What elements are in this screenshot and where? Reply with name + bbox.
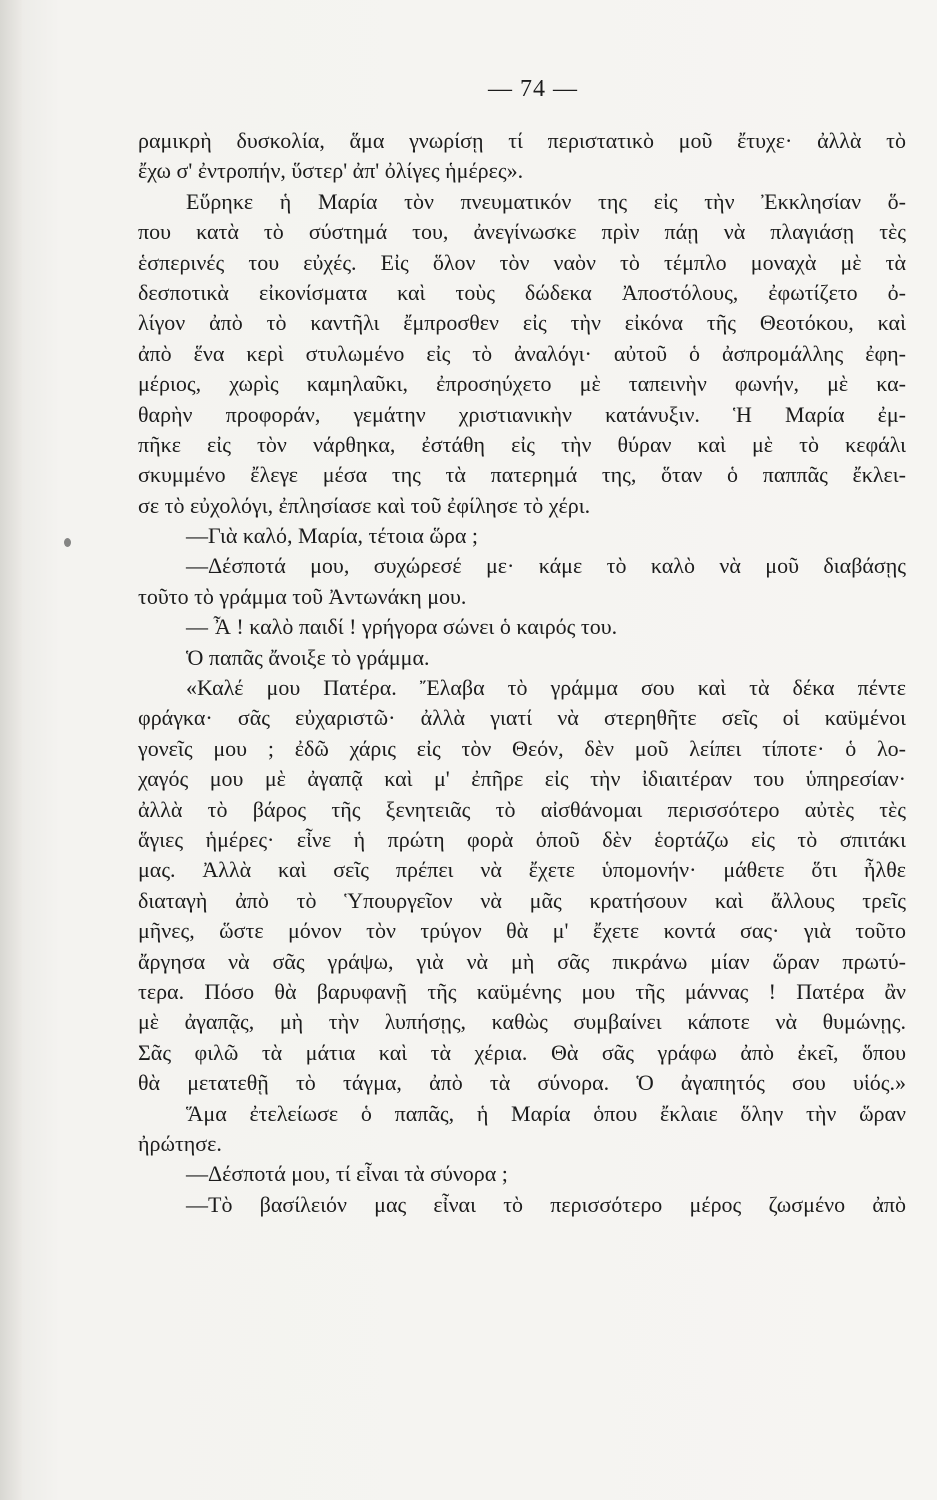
text-line: μας. Ἀλλὰ καὶ σεῖς πρέπει νὰ ἔχετε ὑπομονήν· μάθετε ὅτι ἦλθε bbox=[138, 857, 906, 883]
text-line: Εὕρηκε ἡ Μαρία τὸν πνευματικόν της εἰς τὴν Ἐκκλησίαν ὅ- bbox=[186, 188, 906, 214]
text-line: ἅγιες ἡμέρες· εἶνε ἡ πρώτη φορὰ ὁποῦ δὲν ἑορτάζω εἰς τὸ σπιτάκι bbox=[138, 826, 906, 852]
text-line: χαγός μου μὲ ἀγαπᾷ καὶ μ' ἐπῆρε εἰς τὴν ἰδιαιτέραν του ὑπηρεσίαν· bbox=[138, 766, 906, 792]
text-line: ἠρώτησε. bbox=[138, 1130, 222, 1156]
ink-blot bbox=[64, 538, 71, 547]
text-line: ἑσπερινές του εὐχές. Εἰς ὅλον τὸν ναὸν τὸ τέμπλο μοναχὰ μὲ τὰ bbox=[138, 249, 906, 275]
text-line: θὰ μετατεθῇ τὸ τάγμα, ἀπὸ τὰ σύνορα. Ὁ ἀγαπητός σου υἱός.» bbox=[138, 1070, 906, 1096]
text-line: —Τὸ βασίλειόν μας εἶναι τὸ περισσότερο μέρος ζωσμένο ἀπὸ bbox=[186, 1191, 906, 1217]
text-line: διαταγὴ ἀπὸ τὸ Ὑπουργεῖον νὰ μᾶς κρατήσουν καὶ ἄλλους τρεῖς bbox=[138, 887, 906, 913]
text-line: — Ἆ ! καλὸ παιδί ! γρήγορα σώνει ὁ καιρός του. bbox=[186, 614, 618, 640]
page-gutter-edge bbox=[0, 0, 22, 1500]
text-line: «Καλέ μου Πατέρα. Ἔλαβα τὸ γράμμα σου καὶ τὰ δέκα πέντε bbox=[186, 675, 906, 701]
text-line: σκυμμένο ἔλεγε μέσα της τὰ πατερημά της, ὅταν ὁ παππᾶς ἔκλει- bbox=[138, 462, 906, 488]
text-line: —Γιὰ καλό, Μαρία, τέτοια ὥρα ; bbox=[186, 523, 478, 549]
text-line: ραμικρὴ δυσκολία, ἅμα γνωρίσῃ τί περιστατικὸ μοῦ ἔτυχε· ἀλλὰ τὸ bbox=[138, 128, 906, 153]
text-line: σε τὸ εὐχολόγι, ἐπλησίασε καὶ τοῦ ἐφίλησε τὸ χέρι. bbox=[138, 492, 591, 518]
text-line: τοῦτο τὸ γράμμα τοῦ Ἀντωνάκη μου. bbox=[138, 583, 467, 609]
text-line: δεσποτικὰ εἰκονίσματα καὶ τοὺς δώδεκα Ἀποστόλους, ἐφωτίζετο ὀ- bbox=[138, 279, 906, 305]
text-line: θαρὴν προφοράν, γεμάτην χριστιανικὴν κατάνυξιν. Ἡ Μαρία ἐμ- bbox=[138, 401, 906, 427]
text-line: πῆκε εἰς τὸν νάρθηκα, ἐστάθη εἰς τὴν θύραν καὶ μὲ τὸ κεφάλι bbox=[138, 431, 906, 457]
text-line: Ἅμα ἐτελείωσε ὁ παπᾶς, ἡ Μαρία ὁπου ἔκλαιε ὅλην τὴν ὥραν bbox=[186, 1100, 906, 1126]
page-number: — 74 — bbox=[488, 76, 578, 102]
text-line: μῆνες, ὥστε μόνον τὸν τρύγον θὰ μ' ἔχετε κοντά σας· γιὰ τοῦτο bbox=[138, 918, 906, 944]
text-line: ἄργησα νὰ σᾶς γράψω, γιὰ νὰ μὴ σᾶς πικράνω μίαν ὥραν πρωτύ- bbox=[138, 948, 906, 974]
text-line: ἀπὸ ἕνα κερὶ στυλωμένο εἰς τὸ ἀναλόγι· αὐτοῦ ὁ ἀσπρομάλλης ἐφη- bbox=[138, 340, 906, 366]
text-line: γονεῖς μου ; ἐδῶ χάρις εἰς τὸν Θεόν, δὲν μοῦ λείπει τίποτε· ὁ λο- bbox=[138, 735, 906, 761]
text-line: —Δέσποτά μου, συχώρεσέ με· κάμε τὸ καλὸ νὰ μοῦ διαβάσῃς bbox=[186, 553, 906, 579]
text-line: Ὁ παπᾶς ἄνοιξε τὸ γράμμα. bbox=[186, 644, 430, 670]
text-line: ἀλλὰ τὸ βάρος τῆς ξενητειᾶς τὸ αἰσθάνομαι περισσότερο αὐτὲς τὲς bbox=[138, 796, 906, 822]
text-line: που κατὰ τὸ σύστημά του, ἀνεγίνωσκε πρὶν πάῃ νὰ πλαγιάσῃ τὲς bbox=[138, 219, 906, 245]
body-text bbox=[138, 126, 906, 1220]
text-line: τερα. Πόσο θὰ βαρυφανῇ τῆς καϋμένης μου τῆς μάννας ! Πατέρα ἂν bbox=[138, 978, 906, 1004]
text-line: —Δέσποτά μου, τί εἶναι τὰ σύνορα ; bbox=[186, 1161, 508, 1187]
text-line: μέριος, χωρὶς καμηλαῦκι, ἐπροσηύχετο μὲ ταπεινὴν φωνήν, μὲ κα- bbox=[138, 371, 906, 397]
text-line: λίγον ἀπὸ τὸ καντῆλι ἔμπροσθεν εἰς τὴν εἰκόνα τῆς Θεοτόκου, καὶ bbox=[138, 310, 906, 336]
text-line: ἔχω σ' ἐντροπήν, ὕστερ' ἀπ' ὀλίγες ἡμέρες». bbox=[138, 158, 524, 184]
text-line: φράγκα· σᾶς εὐχαριστῶ· ἀλλὰ γιατί νὰ στερηθῆτε σεῖς οἱ καϋμένοι bbox=[138, 705, 906, 731]
text-line: Σᾶς φιλῶ τὰ μάτια καὶ τὰ χέρια. Θὰ σᾶς γράφω ἀπὸ ἐκεῖ, ὅπου bbox=[138, 1039, 906, 1065]
text-line: μὲ ἀγαπᾷς, μὴ τὴν λυπήσῃς, καθὼς συμβαίνει κάποτε νὰ θυμώνῃς. bbox=[138, 1009, 906, 1035]
